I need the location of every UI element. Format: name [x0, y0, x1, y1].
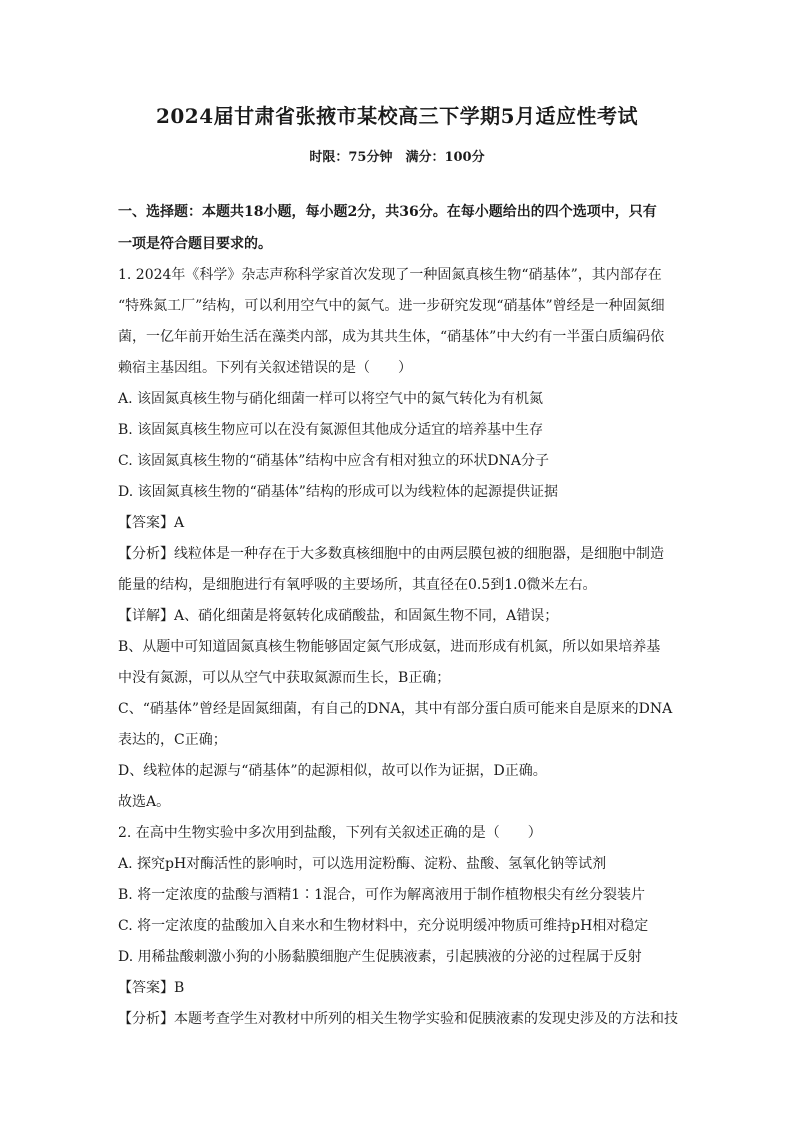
question-1-detail-b-cont: 中没有氮源，可以从空气中获取氮源而生长，B正确；: [118, 670, 451, 686]
question-2-option-a: A. 探究pH对酶活性的影响时，可以选用淀粉酶、淀粉、盐酸、氢氧化钠等试剂: [118, 856, 607, 872]
question-2-analysis: 【分析】本题考查学生对教材中所列的相关生物学实验和促胰液素的发现史涉及的方法和技: [118, 1011, 678, 1027]
question-1-option-c: C. 该固氮真核生物的“硝基体”结构中应含有相对独立的环状DNA分子: [118, 453, 550, 469]
question-1-analysis-cont: 能量的结构，是细胞进行有氧呼吸的主要场所，其直径在0.5到1.0微米左右。: [118, 577, 597, 593]
question-2-option-b: B. 将一定浓度的盐酸与酒精1∶1混合，可作为解离液用于制作植物根尖有丝分裂装片: [118, 887, 646, 903]
question-2-answer: 【答案】B: [118, 980, 185, 996]
section-heading: 一、选择题：本题共18小题，每小题2分，共36分。在每小题给出的四个选项中，只有: [118, 204, 657, 220]
question-1-stem: 1. 2024年《科学》杂志声称科学家首次发现了一种固氮真核生物“硝基体”，其内部存在: [118, 267, 662, 283]
question-1-detail-d: D、线粒体的起源与“硝基体”的起源相似，故可以作为证据，D正确。: [118, 763, 547, 779]
question-1-detail: 【详解】A、硝化细菌是将氨转化成硝酸盐，和固氮生物不同，A错误；: [118, 608, 559, 624]
question-2-option-c: C. 将一定浓度的盐酸加入自来水和生物材料中，充分说明缓冲物质可维持pH相对稳定: [118, 918, 649, 934]
question-1-answer: 【答案】A: [118, 515, 185, 531]
question-1-stem-cont: “特殊氮工厂”结构，可以利用空气中的氮气。进一步研究发现“硝基体”曾经是一种固氮细: [118, 298, 665, 314]
question-1-option-a: A. 该固氮真核生物与硝化细菌一样可以将空气中的氮气转化为有机氮: [118, 391, 544, 407]
section-heading-cont: 一项是符合题目要求的。: [118, 236, 272, 252]
page-title: 2024届甘肃省张掖市某校高三下学期5月适应性考试: [155, 104, 639, 128]
question-1-stem-cont: 菌，一亿年前开始生活在藻类内部，成为其共生体，“硝基体”中大约有一半蛋白质编码依: [118, 329, 665, 345]
question-1-option-d: D. 该固氮真核生物的“硝基体”结构的形成可以为线粒体的起源提供证据: [118, 484, 558, 500]
exam-info: 时限：75分钟 满分：100分: [309, 150, 485, 165]
question-2-stem: 2. 在高中生物实验中多次用到盐酸，下列有关叙述正确的是（ ）: [118, 825, 542, 841]
question-2-option-d: D. 用稀盐酸刺激小狗的小肠黏膜细胞产生促胰液素，引起胰液的分泌的过程属于反射: [118, 949, 642, 965]
question-1-conclusion: 故选A。: [118, 794, 171, 810]
question-1-detail-b: B、从题中可知道固氮真核生物能够固定氮气形成氨，进而形成有机氮，所以如果培养基: [118, 639, 661, 655]
question-1-detail-c-cont: 表达的，C正确；: [118, 732, 227, 748]
question-1-stem-cont: 赖宿主基因组。下列有关叙述错误的是（ ）: [118, 360, 412, 376]
question-1-option-b: B. 该固氮真核生物应可以在没有氮源但其他成分适宜的培养基中生存: [118, 422, 544, 438]
question-1-detail-c: C、“硝基体”曾经是固氮细菌，有自己的DNA，其中有部分蛋白质可能来自是原来的DNA: [118, 701, 673, 717]
question-1-analysis: 【分析】线粒体是一种存在于大多数真核细胞中的由两层膜包被的细胞器，是细胞中制造: [118, 546, 664, 562]
